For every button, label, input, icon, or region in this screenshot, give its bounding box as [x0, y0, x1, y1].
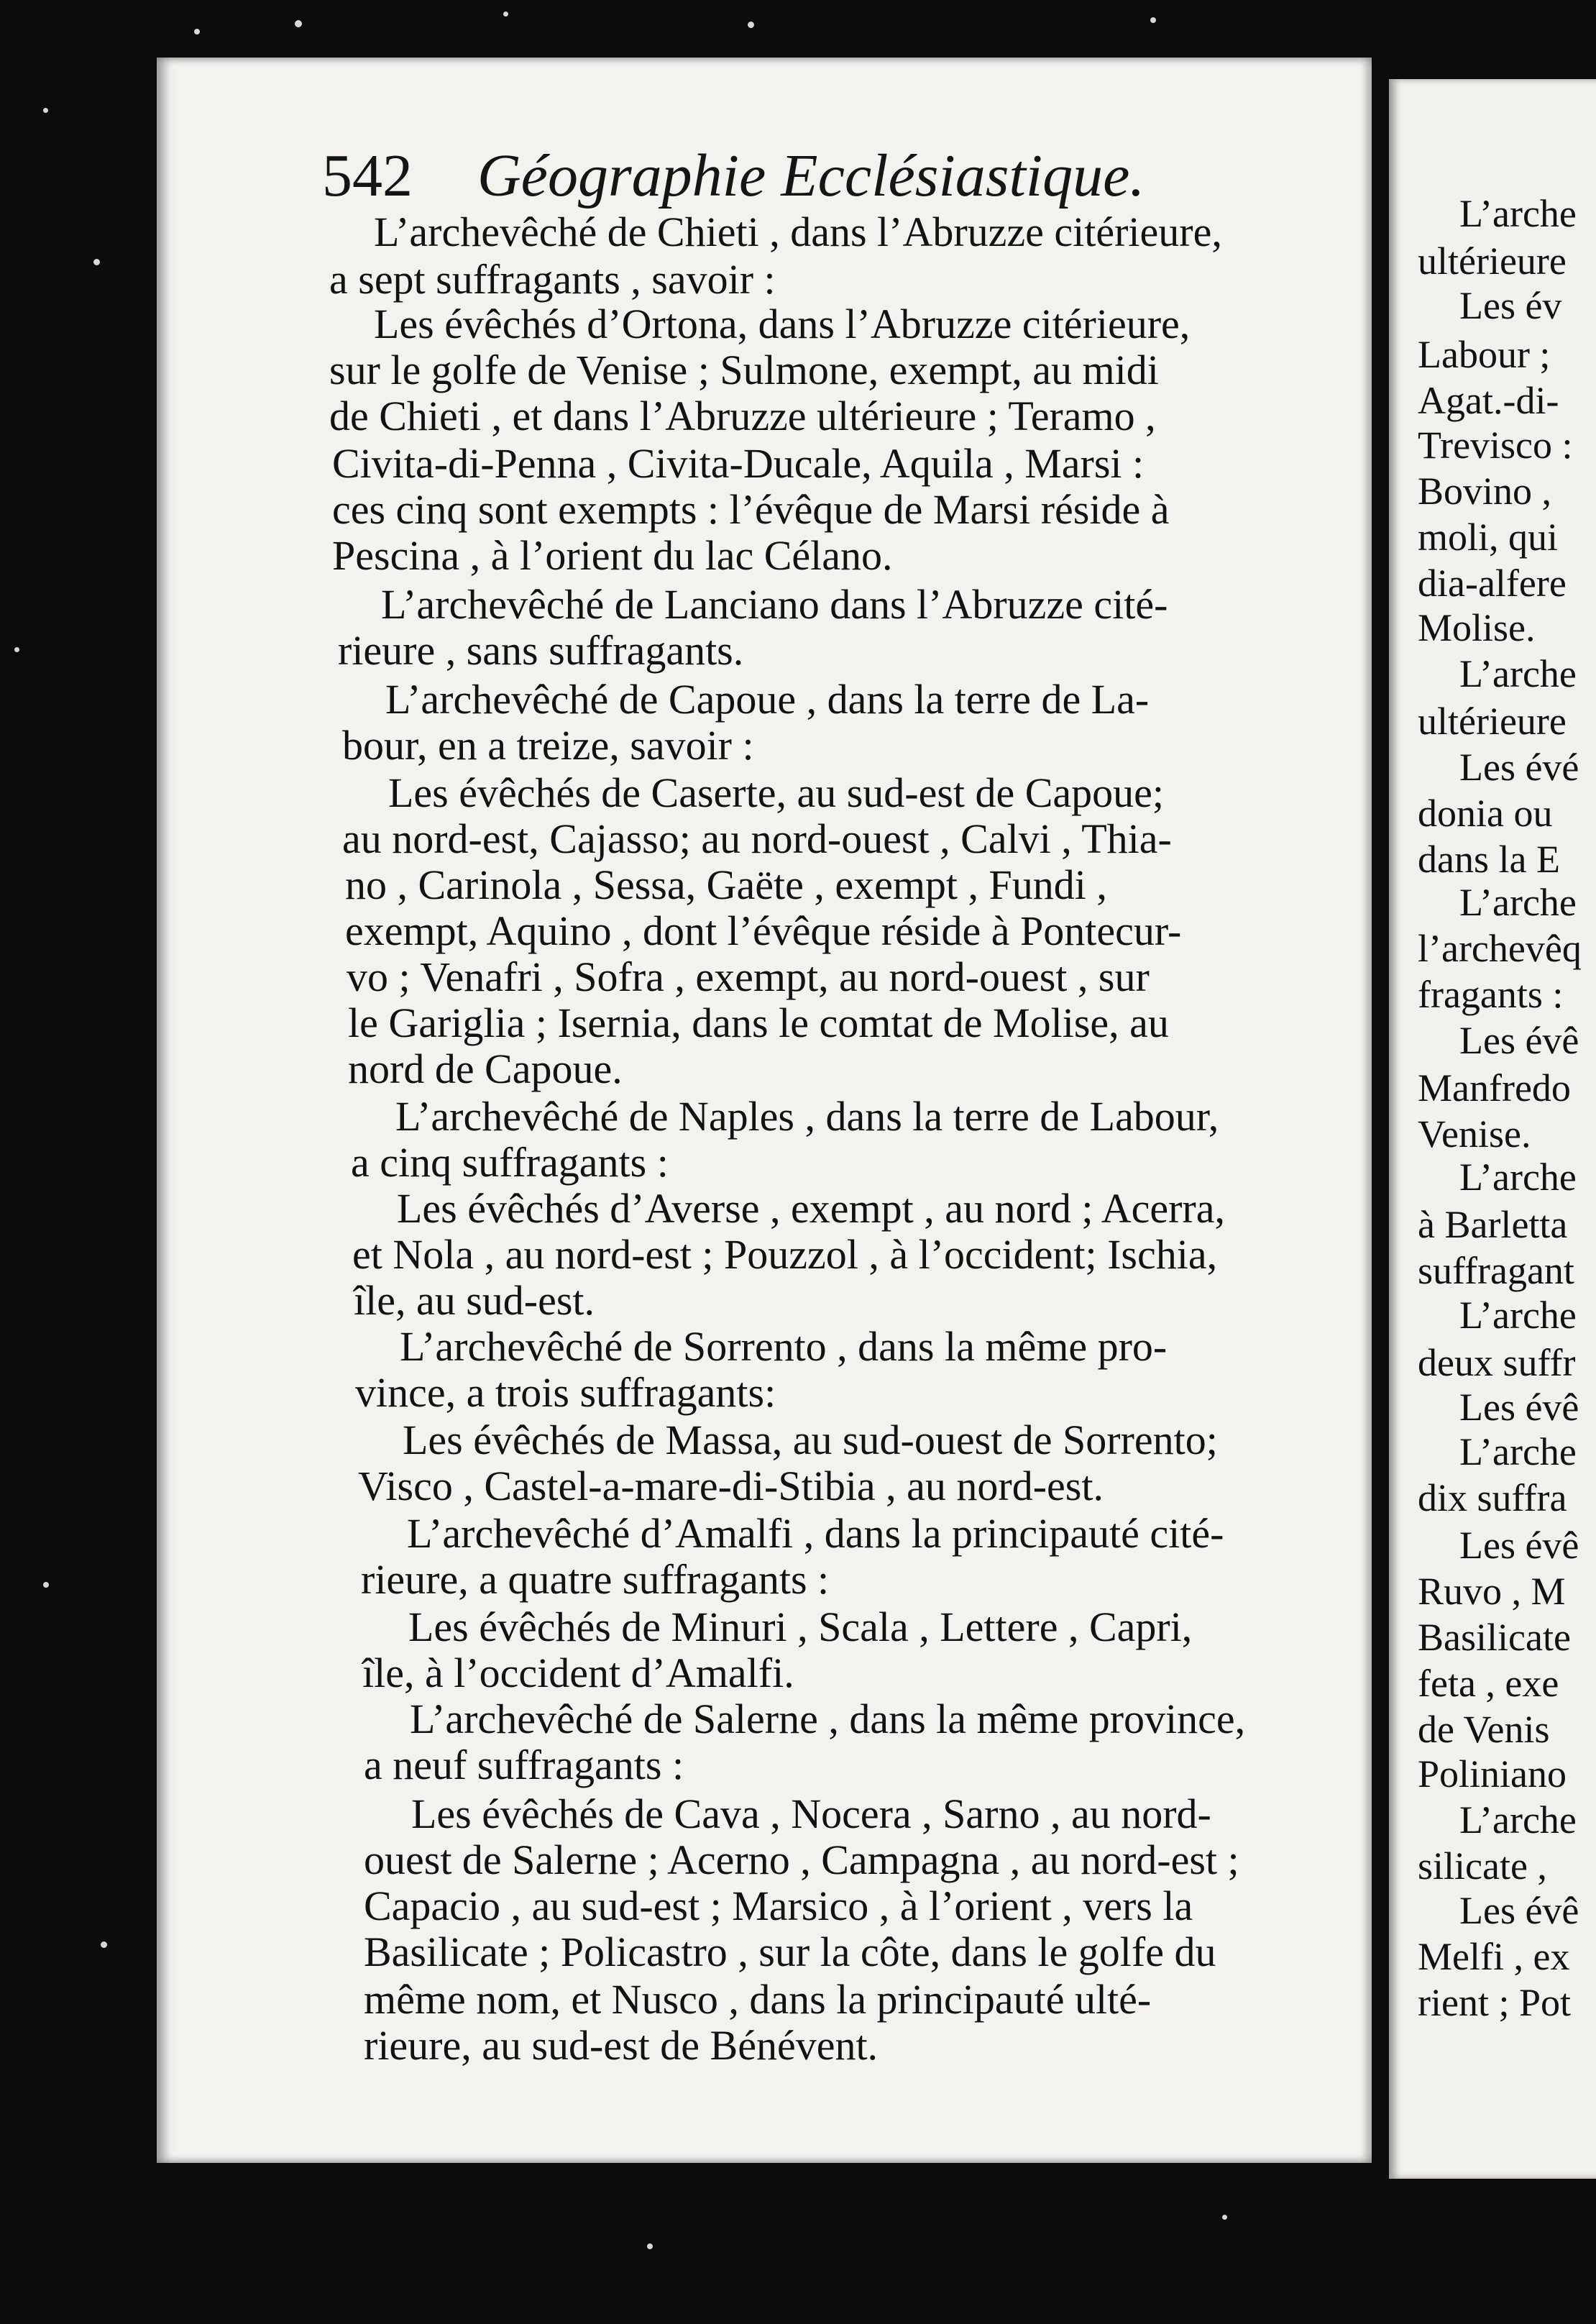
dust-speck [14, 647, 19, 652]
text-line: nord de Capoue. [348, 1046, 623, 1092]
text-line: Manfredo [1418, 1066, 1571, 1110]
text-line: rieure, au sud-est de Bénévent. [364, 2022, 879, 2069]
text-line: L’arche [1459, 192, 1577, 235]
text-line: Les évêchés d’Ortona, dans l’Abruzze citérieure, [374, 301, 1191, 347]
text-line: L’arche [1459, 881, 1577, 924]
text-line: ultérieure [1418, 239, 1567, 283]
text-line: vo ; Venafri , Sofra , exempt, au nord-ouest , sur [347, 953, 1150, 1000]
text-line: silicate , [1418, 1844, 1547, 1888]
dust-speck [101, 1941, 107, 1948]
text-line: Les évé [1459, 746, 1579, 789]
text-line: rieure, a quatre suffragants : [361, 1556, 830, 1603]
text-line: deux suffr [1418, 1341, 1576, 1384]
text-line: Les évê [1459, 1019, 1579, 1062]
text-line: L’archevêché d’Amalfi , dans la principauté cité- [407, 1510, 1224, 1557]
page-number: 542 [322, 142, 413, 209]
text-line: Les évêchés de Caserte, au sud-est de Capoue; [388, 769, 1165, 816]
text-line: a cinq suffragants : [351, 1139, 669, 1186]
dust-speck [295, 20, 302, 27]
text-line: Trevisco : [1418, 424, 1573, 467]
text-line: donia ou [1418, 792, 1553, 835]
dust-speck [1150, 17, 1156, 23]
text-line: dia-alfere [1418, 562, 1567, 605]
text-line: Ruvo , M [1418, 1570, 1566, 1613]
text-line: Basilicate [1418, 1616, 1571, 1659]
text-line: Les évêchés de Minuri , Scala , Lettere , Capri, [408, 1604, 1193, 1650]
text-line: L’archevêché de Lanciano dans l’Abruzze cité- [381, 581, 1168, 628]
dust-speck [43, 1582, 49, 1588]
text-line: Bovino , [1418, 470, 1552, 513]
text-line: Pescina , à l’orient du lac Célano. [332, 532, 893, 579]
text-line: Les évêchés de Massa, au sud-ouest de Sorrento; [403, 1417, 1218, 1463]
text-line: à Barletta [1418, 1203, 1568, 1246]
text-line: Capacio , au sud-est ; Marsico , à l’orient , vers la [364, 1882, 1193, 1929]
text-line: l’archevêq [1418, 927, 1582, 970]
text-line: Les évê [1459, 1889, 1579, 1932]
text-line: Visco , Castel-a-mare-di-Stibia , au nord-est. [358, 1463, 1104, 1509]
text-line: L’archevêché de Salerne , dans la même province, [410, 1696, 1246, 1742]
text-line: exempt, Aquino , dont l’évêque réside à Pontecur- [345, 907, 1182, 954]
text-line: L’arche [1459, 1294, 1577, 1337]
text-line: île, au sud-est. [354, 1277, 595, 1324]
text-line: de Venis [1418, 1708, 1550, 1751]
text-line: rieure , sans suffragants. [338, 627, 744, 674]
text-line: Les évêchés de Cava , Nocera , Sarno , au nord- [411, 1790, 1211, 1837]
text-line: Les évê [1459, 1524, 1579, 1567]
dust-speck [503, 12, 508, 17]
text-line: bour, en a treize, savoir : [342, 722, 754, 769]
text-line: L’arche [1459, 1430, 1577, 1473]
text-line: L’arche [1459, 1156, 1577, 1199]
running-title: Géographie Ecclésiastique. [477, 142, 1145, 209]
text-line: ces cinq sont exempts : l’évêque de Marsi réside à [332, 486, 1170, 533]
text-line: L’archevêché de Naples , dans la terre de Labour, [395, 1093, 1219, 1140]
text-line: rient ; Pot [1418, 1981, 1571, 2024]
dust-speck [93, 259, 100, 265]
dust-speck [748, 22, 754, 28]
page-header [322, 141, 1357, 211]
text-line: et Nola , au nord-est ; Pouzzol , à l’occident; Ischia, [352, 1231, 1218, 1278]
text-line: Poliniano [1418, 1752, 1567, 1795]
text-line: île, à l’occident d’Amalfi. [362, 1650, 794, 1696]
text-line: Les évêchés d’Averse , exempt , au nord ; Acerra, [397, 1185, 1225, 1232]
text-line: L’archevêché de Chieti , dans l’Abruzze citérieure, [374, 209, 1222, 255]
text-line: Les évê [1459, 1386, 1579, 1429]
text-line: L’arche [1459, 1798, 1577, 1842]
text-line: Les év [1459, 284, 1562, 327]
text-line: L’archevêché de Capoue , dans la terre de La- [385, 676, 1150, 723]
text-line: le Gariglia ; Isernia, dans le comtat de Molise, au [348, 999, 1169, 1046]
text-line: suffragant [1418, 1249, 1574, 1292]
text-line: feta , exe [1418, 1662, 1559, 1705]
text-line: L’arche [1459, 652, 1577, 695]
dust-speck [647, 2243, 653, 2249]
text-line: moli, qui [1418, 516, 1559, 559]
text-line: dans la E [1418, 838, 1560, 881]
dust-speck [194, 29, 200, 35]
text-line: fragants : [1418, 973, 1564, 1016]
text-line: vince, a trois suffragants: [355, 1369, 776, 1416]
text-line: Civita-di-Penna , Civita-Ducale, Aquila , Marsi : [332, 440, 1145, 487]
text-line: même nom, et Nusco , dans la principauté ulté- [364, 1976, 1152, 2023]
text-line: Venise. [1418, 1112, 1531, 1156]
text-line: ultérieure [1418, 700, 1567, 743]
text-line: no , Carinola , Sessa, Gaëte , exempt , Fundi , [345, 861, 1107, 908]
text-line: Labour ; [1418, 333, 1551, 376]
dust-speck [1222, 2215, 1227, 2220]
text-line: au nord-est, Cajasso; au nord-ouest , Calvi , Thia- [342, 815, 1172, 862]
text-line: Molise. [1418, 606, 1536, 649]
text-line: Melfi , ex [1418, 1935, 1570, 1978]
text-line: sur le golfe de Venise ; Sulmone, exempt, au midi [329, 347, 1159, 393]
text-line: ouest de Salerne ; Acerno , Campagna , au nord-est ; [364, 1836, 1239, 1883]
text-line: L’archevêché de Sorrento , dans la même pro- [400, 1323, 1168, 1370]
text-line: Agat.-di- [1418, 379, 1559, 422]
text-line: Basilicate ; Policastro , sur la côte, dans le golfe du [364, 1929, 1216, 1975]
text-line: a sept suffragants , savoir : [329, 256, 776, 303]
text-line: dix suffra [1418, 1476, 1567, 1519]
text-line: de Chieti , et dans l’Abruzze ultérieure ; Teramo , [329, 393, 1156, 439]
dust-speck [43, 108, 48, 113]
text-line: a neuf suffragants : [364, 1742, 684, 1788]
